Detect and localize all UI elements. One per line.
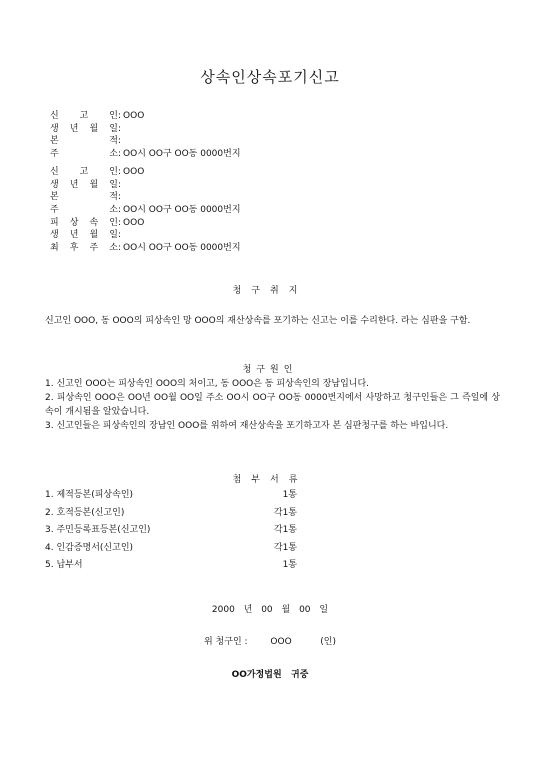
party-field-colon: : bbox=[118, 123, 122, 134]
party-field-label: 본 적 bbox=[50, 192, 118, 203]
party-field bbox=[50, 123, 241, 136]
party-field-label: 피 상 속 인 bbox=[50, 217, 118, 228]
party-field-value bbox=[121, 123, 123, 136]
party-field-value bbox=[121, 229, 123, 242]
party-field-colon: : bbox=[118, 230, 122, 241]
purpose-heading: 청구취지 bbox=[232, 286, 308, 296]
party-field-label: 최 후 주 소 bbox=[50, 243, 118, 254]
attachment-row: 2. 호적등본(신고인) 각1통 bbox=[45, 507, 297, 518]
party-field-label: 주 소 bbox=[50, 204, 118, 215]
party-block bbox=[50, 110, 241, 255]
party-field-label: 주 소 bbox=[50, 149, 118, 160]
claimant-signature: 위 청구인 : OOO (인) bbox=[204, 637, 336, 647]
reason-item: 3. 신고인들은 피상속인의 장남인 OOO를 위하여 재산상속을 포기하고자 본 심판청구를 하는 바입니다. bbox=[45, 421, 449, 431]
attachments-heading: 첨부서류 bbox=[232, 475, 308, 485]
party-field-value bbox=[121, 179, 123, 192]
party-field bbox=[50, 229, 241, 242]
reason-item: 1. 신고인 OOO는 피상속인 OOO의 처이고, 동 OOO은 동 피상속인의 장남입니다. bbox=[45, 379, 370, 389]
party-field-label: 생 년 월 일 bbox=[50, 123, 118, 134]
attachment-row: 1. 제적등본(피상속인) 1통 bbox=[45, 490, 297, 500]
party-field-value bbox=[121, 135, 123, 148]
document-title: 상속인상속포기신고 bbox=[200, 68, 340, 86]
court-addressee: OO가정법원 귀중 bbox=[231, 670, 309, 680]
attachment-row: 5. 납부서 1통 bbox=[45, 560, 297, 570]
party-field bbox=[50, 166, 241, 179]
party-field-label: 생 년 월 일 bbox=[50, 230, 118, 241]
party-field-value: OO시 OO구 OO동 0000번지 bbox=[123, 204, 241, 215]
party-field-colon: : bbox=[118, 192, 122, 203]
party-field bbox=[50, 110, 241, 123]
party-field-label: 생 년 월 일 bbox=[50, 179, 118, 190]
party-field bbox=[50, 204, 241, 217]
party-field-value: OO시 OO구 OO동 0000번지 bbox=[123, 149, 241, 160]
party-field-value: OOO bbox=[123, 166, 145, 177]
party-field bbox=[50, 148, 241, 161]
party-field-colon: : bbox=[118, 243, 122, 254]
party-field bbox=[50, 242, 241, 255]
party-field-colon: : bbox=[118, 111, 122, 121]
party-field-value bbox=[121, 191, 123, 204]
reasons-heading: 청구원인 bbox=[242, 365, 298, 375]
party-field-label: 신 고 인 bbox=[50, 111, 118, 121]
reason-item: 2. 피상속인 OOO은 OO년 OO월 OO일 주소 OO시 OO구 OO동 0000번지에서 사망하고 청구인들은 그 즉일에 상속이 개시됨을 알았습니다. bbox=[45, 393, 500, 417]
party-field-value: OOO bbox=[123, 111, 145, 121]
party-field bbox=[50, 191, 241, 204]
party-field bbox=[50, 135, 241, 148]
party-field bbox=[50, 217, 241, 230]
party-field bbox=[50, 179, 241, 192]
reasons-list bbox=[45, 377, 500, 433]
party-field-colon: : bbox=[118, 166, 122, 177]
party-field-colon: : bbox=[118, 136, 122, 147]
party-field-label: 신 고 인 bbox=[50, 166, 118, 177]
party-field-label: 본 적 bbox=[50, 136, 118, 147]
attachment-row: 3. 주민등록표등본(신고인) 각1통 bbox=[45, 525, 297, 535]
party-field-value: OO시 OO구 OO동 0000번지 bbox=[123, 243, 241, 254]
attachments-list bbox=[45, 487, 297, 575]
party-field-value: OOO bbox=[123, 217, 145, 228]
attachment-row: 4. 인감증명서(신고인) 각1통 bbox=[45, 542, 297, 553]
purpose-text: 신고인 OOO, 동 OOO의 피상속인 망 OOO의 재산상속를 포기하는 신고는 이를 수리한다. 라는 심판을 구함. bbox=[45, 316, 471, 326]
party-field-colon: : bbox=[118, 149, 122, 160]
party-field-colon: : bbox=[118, 217, 122, 228]
party-field-colon: : bbox=[118, 204, 122, 215]
filing-date: 2000 년 00 월 00 일 bbox=[211, 605, 329, 615]
party-field-colon: : bbox=[118, 179, 122, 190]
